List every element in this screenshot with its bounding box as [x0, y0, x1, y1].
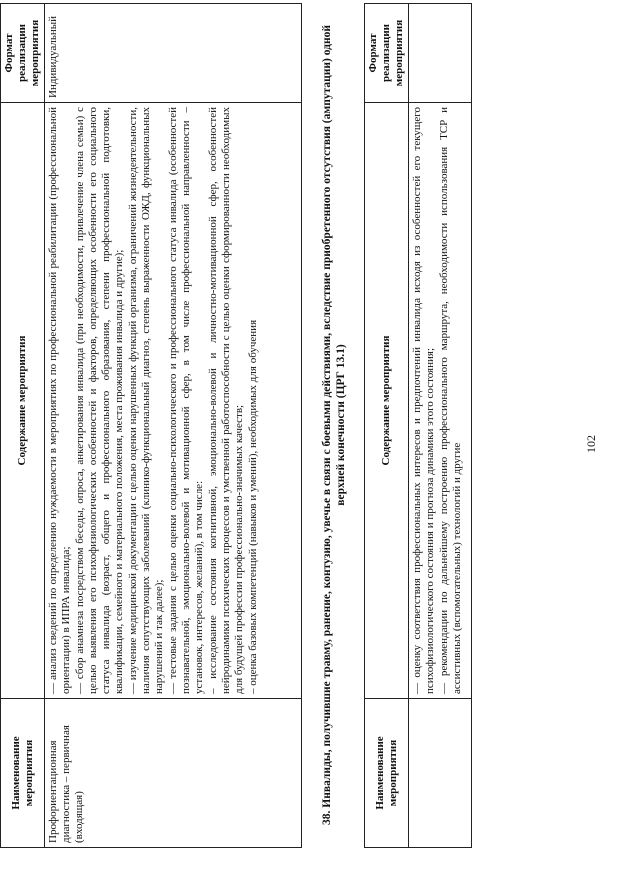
column-header-format: Формат реализации мероприятия	[1, 4, 45, 103]
content-item: — оценку соответствия профессиональных интересов и предпочтений инвалида исходя из особенностей его текущего психофизиологического состояния и прогноза динамики этого состояния;	[411, 107, 436, 694]
content-item: — тестовые задания с целью оценки социально-психологического и профессионального статуса инвалида (особенностей познавательной, эмоционально-волевой и мотивационной сфер, в том числе профессиональной направленности – установок, интересов, желаний), в том числе:	[167, 107, 205, 694]
column-header-content: Содержание мероприятия	[1, 103, 45, 699]
table-row	[409, 4, 472, 848]
measure-format-cell	[409, 4, 472, 103]
content-item: — сбор анамнеза посредством беседы, опроса, анкетирования инвалида (при необходимости, привлечение члена семьи) с целью выявления его психофизиологических особенностей и факторов, определяющих особенности его социального статуса инвалида (возраст, общего и профессионального образования, степени профессиональной подготовки, квалификации, семейного и материального положения, места проживания инвалида и другие);	[74, 107, 125, 694]
measure-content-cell	[45, 103, 302, 699]
measure-name-cell	[409, 699, 472, 848]
table-row	[45, 4, 302, 848]
content-item: – исследование состояния когнитивной, эмоционально-волевой и личностно-мотивационной сфер, особенностей нейродинамики психических процессов и умственной работоспособности с целью оценки сформированности необходимых для будущей профессии профессионально-значимых качеств;	[207, 107, 245, 694]
content-item: — анализ сведений по определению нуждаемости в мероприятиях по профессиональной реабилитации (профессиональной ориентации) в ИПРА инвалида;	[47, 107, 72, 694]
measures-table-continued	[364, 3, 472, 848]
content-item: – оценка базовых компетенций (навыков и умений), необходимых для обучения	[247, 319, 259, 694]
measure-content-cell	[409, 103, 472, 699]
section-title: 38. Инвалиды, получившие травму, ранение, контузию, увечье в связи с боевыми действиями, вследствие приобретенного отсутствия (ампутации) одной верхней конечности (ЦРГ 13.1)	[321, 25, 347, 825]
measure-format-cell: Индивидуальный	[45, 4, 302, 103]
table-header-row	[365, 4, 409, 848]
page-number: 102	[584, 435, 598, 453]
measures-table	[0, 3, 302, 848]
content-item: — изучение медицинской документации с целью оценки нарушенных функций организма, ограничений жизнедеятельности, наличия сопутствующих заболеваний (клинико-функциональный диагноз, степень выраженности ОЖД, функциональных нарушений и так далее);	[127, 107, 165, 694]
column-header-name: Наименование мероприятия	[1, 699, 45, 848]
content-item: — рекомендации по дальнейшему построению профессионального маршрута, необходимости использования ТСР и ассистивных (вспомогательных) технологий и другие	[438, 107, 463, 694]
column-header-content: Содержание мероприятия	[365, 103, 409, 699]
column-header-format: Формат реализации мероприятия	[365, 4, 409, 103]
column-header-name: Наименование мероприятия	[365, 699, 409, 848]
measure-name-cell: Профориентационная диагностика – первичная (входящая)	[45, 699, 302, 848]
table-header-row	[1, 4, 45, 848]
